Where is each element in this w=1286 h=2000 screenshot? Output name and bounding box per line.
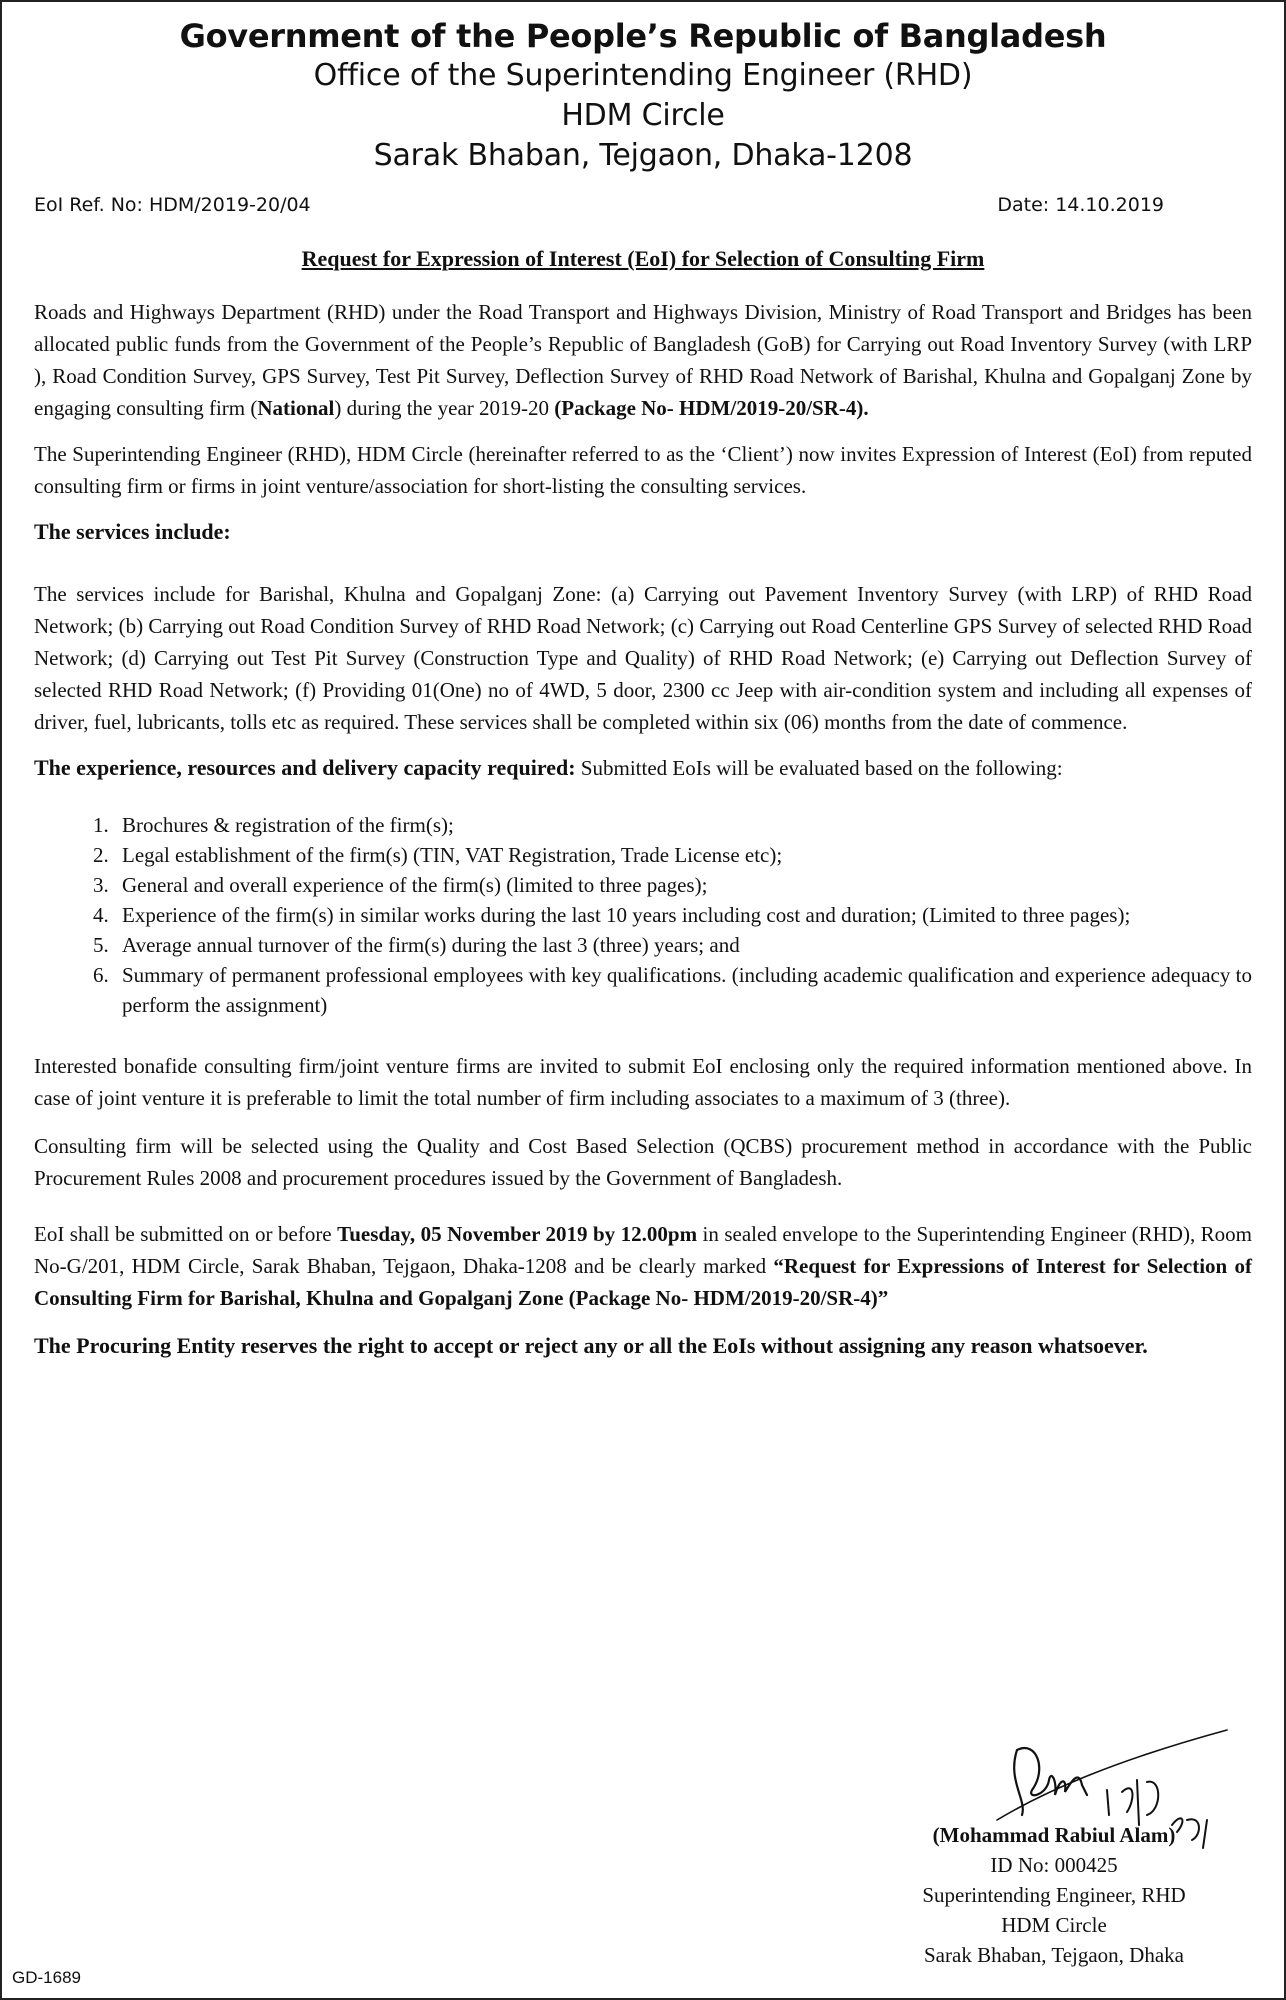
signatory-block (854, 1820, 1254, 1970)
list-item: 4. Experience of the firm(s) in similar works during the last 10 years including cost and duration; (Limited to three pages); (114, 900, 1252, 930)
office-name: Office of the Superintending Engineer (RHD) (313, 58, 973, 93)
government-name: Government of the People’s Republic of Bangladesh (179, 17, 1107, 55)
reservation-note: The Procuring Entity reserves the right to accept or reject any or all the EoIs without assigning any reason whatsoever. (34, 1333, 1148, 1358)
signatory-circle: HDM Circle (1001, 1913, 1107, 1937)
document-title: Request for Expression of Interest (EoI) for Selection of Consulting Firm (301, 246, 985, 271)
qcbs-paragraph: Consulting firm will be selected using the Quality and Cost Based Selection (QCBS) procurement method in accordance with the Public Procurement Rules 2008 and procurement procedures issued by the Government of Bangladesh. (34, 1134, 1252, 1190)
experience-paragraph: The experience, resources and delivery capacity required: Submitted EoIs will be evaluated based on the following: (34, 755, 1063, 780)
invitation-paragraph: The Superintending Engineer (RHD), HDM Circle (hereinafter referred to as the ‘Client’) now invites Expression of Interest (EoI) from reputed consulting firm or firms in joint venture/association for short-listing the consulting services. (34, 442, 1252, 498)
reference-row (34, 194, 1164, 224)
footer-code: GD-1689 (12, 1968, 81, 1987)
intro-paragraph: Roads and Highways Department (RHD) under the Road Transport and Highways Division, Ministry of Road Transport and Bridges has been allocated public funds from the Government of the People’s Republic of Bangladesh (GoB) for Carrying out Road Inventory Survey (with LRP ), Road Condition Survey, GPS Survey, Test Pit Survey, Deflection Survey of RHD Road Network of Barishal, Khulna and Gopalganj Zone by engaging consulting firm (National) during the year 2019-20 (Package No- HDM/2019-20/SR-4). (34, 300, 1252, 420)
letterhead (2, 2, 1284, 176)
list-item: 5. Average annual turnover of the firm(s) during the last 3 (three) years; and (114, 930, 1252, 960)
list-item: 3. General and overall experience of the firm(s) (limited to three pages); (114, 870, 1252, 900)
reference-number: EoI Ref. No: HDM/2019-20/04 (34, 194, 311, 216)
signatory-id: ID No: 000425 (990, 1853, 1118, 1877)
list-item: 6. Summary of permanent professional employees with key qualifications. (including academic qualification and experience adequacy to perform the assignment) (114, 960, 1252, 1020)
signatory-name: (Mohammad Rabiul Alam) (932, 1823, 1176, 1847)
office-address: Sarak Bhaban, Tejgaon, Dhaka-1208 (373, 138, 913, 173)
services-heading: The services include: (34, 519, 231, 544)
signatory-designation: Superintending Engineer, RHD (922, 1883, 1186, 1907)
list-item: 1. Brochures & registration of the firm(s); (114, 810, 1252, 840)
list-item: 2. Legal establishment of the firm(s) (TIN, VAT Registration, Trade License etc); (114, 840, 1252, 870)
interested-firms-paragraph: Interested bonafide consulting firm/joint venture firms are invited to submit EoI enclosing only the required information mentioned above. In case of joint venture it is preferable to limit the total number of firm including associates to a maximum of 3 (three). (34, 1054, 1252, 1110)
document-body (34, 296, 1252, 1362)
submission-paragraph: EoI shall be submitted on or before Tuesday, 05 November 2019 by 12.00pm in sealed envelope to the Superintending Engineer (RHD), Room No-G/201, HDM Circle, Sarak Bhaban, Tejgaon, Dhaka-1208 and be clearly marked “Request for Expressions of Interest for Selection of Consulting Firm for Barishal, Khulna and Gopalganj Zone (Package No- HDM/2019-20/SR-4)” (34, 1222, 1253, 1310)
services-paragraph: The services include for Barishal, Khulna and Gopalganj Zone: (a) Carrying out Pavement Inventory Survey (with LRP) of RHD Road Network; (b) Carrying out Road Condition Survey of RHD Road Network; (c) Carrying out Road Centerline GPS Survey of selected RHD Road Network; (d) Carrying out Test Pit Survey (Construction Type and Quality) of RHD Road Network; (e) Carrying out Deflection Survey of selected RHD Road Network; (f) Providing 01(One) no of 4WD, 5 door, 2300 cc Jeep with air-condition system and including all expenses of driver, fuel, lubricants, tolls etc as required. These services shall be completed within six (06) months from the date of commence. (34, 582, 1252, 734)
signatory-address: Sarak Bhaban, Tejgaon, Dhaka (924, 1943, 1184, 1967)
requirements-list (34, 810, 1252, 1020)
issue-date: Date: 14.10.2019 (997, 194, 1164, 216)
circle-name: HDM Circle (561, 98, 725, 133)
